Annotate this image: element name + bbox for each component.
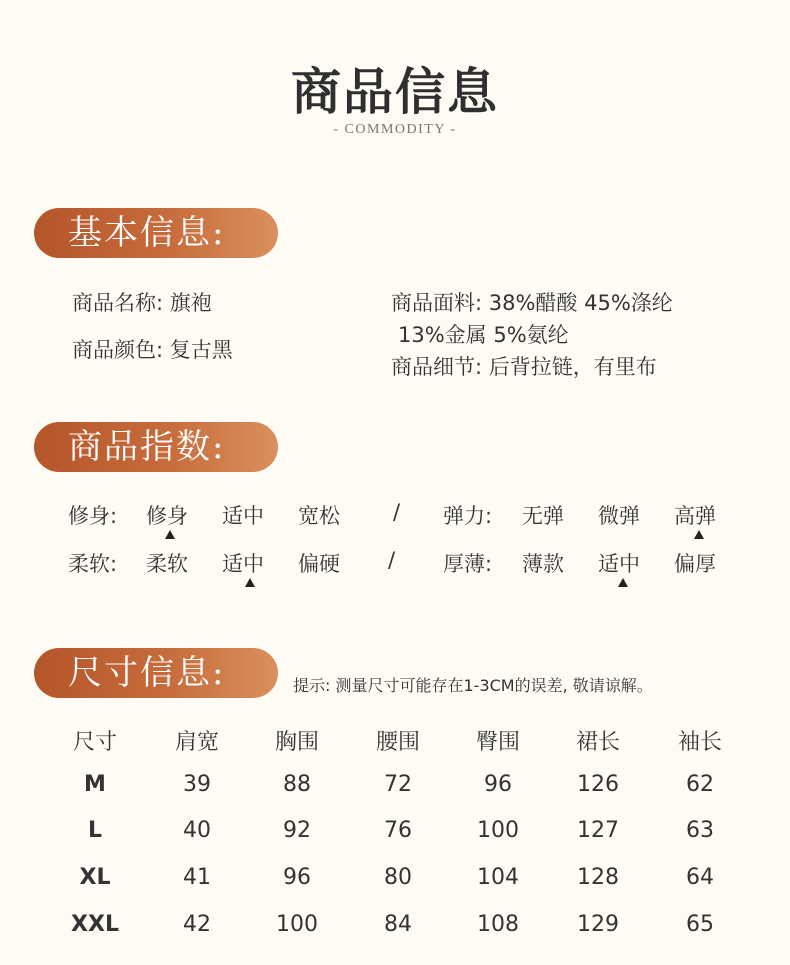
size-value-cell: 96 <box>283 865 311 890</box>
product-index-heading: 商品指数: <box>34 422 278 472</box>
separator: / <box>388 548 396 572</box>
size-value-cell: 96 <box>484 772 512 797</box>
softness-option-hard: 偏硬 <box>298 552 340 576</box>
elasticity-option-none: 无弹 <box>522 504 564 528</box>
size-value-cell: 41 <box>183 865 211 890</box>
thickness-selected-marker <box>618 578 628 587</box>
elasticity-selected-marker <box>694 530 704 539</box>
fit-option-loose: 宽松 <box>298 504 340 528</box>
shoulder-header: 肩宽 <box>174 730 219 755</box>
product-fabric: 商品面料: 38%醋酸 45%涤纶 <box>391 291 673 315</box>
fit-selected-marker <box>165 530 175 539</box>
softness-option-medium: 适中 <box>222 552 264 576</box>
thickness-option-thin: 薄款 <box>522 552 564 576</box>
size-value-cell: 39 <box>183 772 211 797</box>
size-value-cell: 108 <box>477 912 519 937</box>
size-header: 尺寸 <box>72 730 117 755</box>
size-value-cell: 63 <box>686 818 714 843</box>
size-value-cell: 100 <box>276 912 318 937</box>
product-detail: 商品细节: 后背拉链，有里布 <box>391 355 657 379</box>
fit-option-medium: 适中 <box>222 504 264 528</box>
separator: / <box>393 500 401 524</box>
size-value-cell: 80 <box>384 865 412 890</box>
thickness-option-medium: 适中 <box>598 552 640 576</box>
size-value-cell: 104 <box>477 865 519 890</box>
size-value-cell: 126 <box>577 772 619 797</box>
page-title: 商品信息 <box>291 62 499 121</box>
size-value-cell: 129 <box>577 912 619 937</box>
size-value-cell: 88 <box>283 772 311 797</box>
sleeve-length-header: 袖长 <box>677 730 722 755</box>
thickness-option-thick: 偏厚 <box>674 552 716 576</box>
page-subtitle: - COMMODITY - <box>333 122 457 137</box>
size-value-cell: 128 <box>577 865 619 890</box>
basic-info-heading: 基本信息: <box>34 208 278 258</box>
size-value-cell: 72 <box>384 772 412 797</box>
fit-option-slim: 修身 <box>146 504 188 528</box>
size-value-cell: 76 <box>384 818 412 843</box>
fit-label: 修身: <box>68 504 118 528</box>
skirt-length-header: 裙长 <box>575 730 620 755</box>
softness-selected-marker <box>245 578 255 587</box>
softness-label: 柔软: <box>68 552 118 576</box>
softness-option-soft: 柔软 <box>146 552 188 576</box>
size-value-cell: 84 <box>384 912 412 937</box>
measurement-tip: 提示: 测量尺寸可能存在1-3CM的误差, 敬请谅解。 <box>293 676 653 695</box>
size-value-cell: 65 <box>686 912 714 937</box>
size-value-cell: 64 <box>686 865 714 890</box>
product-color: 商品颜色: 复古黑 <box>72 338 233 362</box>
elasticity-option-slight: 微弹 <box>598 504 640 528</box>
size-value-cell: 40 <box>183 818 211 843</box>
size-label-cell: XXL <box>71 912 119 937</box>
elasticity-label: 弹力: <box>443 504 493 528</box>
thickness-label: 厚薄: <box>443 552 493 576</box>
size-value-cell: 92 <box>283 818 311 843</box>
size-label-cell: XL <box>79 865 111 890</box>
size-label-cell: M <box>84 772 106 797</box>
size-value-cell: 42 <box>183 912 211 937</box>
size-value-cell: 127 <box>577 818 619 843</box>
waist-header: 腰围 <box>375 730 420 755</box>
elasticity-option-high: 高弹 <box>674 504 716 528</box>
size-value-cell: 62 <box>686 772 714 797</box>
size-value-cell: 100 <box>477 818 519 843</box>
size-info-heading: 尺寸信息: <box>34 648 278 698</box>
chest-header: 胸围 <box>274 730 319 755</box>
product-fabric-continued: 13%金属 5%氨纶 <box>398 323 569 347</box>
product-name: 商品名称: 旗袍 <box>72 291 212 315</box>
size-label-cell: L <box>87 818 103 843</box>
hip-header: 臀围 <box>475 730 520 755</box>
